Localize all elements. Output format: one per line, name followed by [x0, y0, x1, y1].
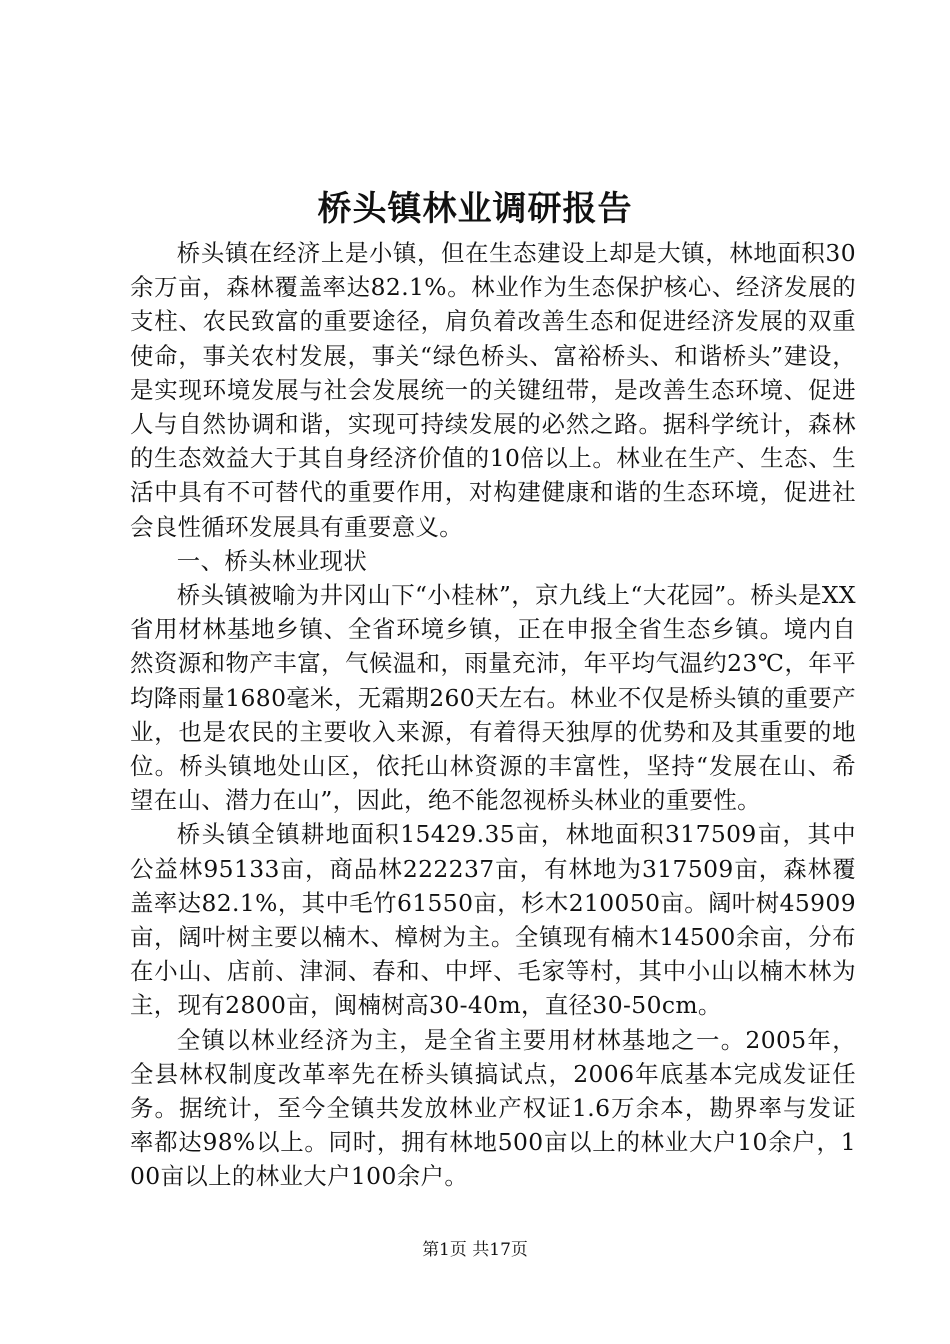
document-title: 桥头镇林业调研报告	[317, 189, 633, 229]
section-heading-1: 一、桥头林业现状	[176, 546, 368, 575]
page-number-footer: 第1页 共17页	[422, 1240, 528, 1260]
status-paragraph-2: 桥头镇全镇耕地面积15429.35亩，林地面积317509亩，其中公益林95133亩，商品林222237亩，有林地为317509亩，森林覆盖率达82.1%，其中毛竹61550亩，杉木210050亩。阔叶树45909亩，阔叶树主要以楠木、樟树为主。全镇现有楠木14500余亩，分布在小山、店前、津洞、春和、中坪、毛家等村，其中小山以楠木林为主，现有2800亩，闽楠树高30-40m，直径30-50cm。	[130, 820, 856, 1020]
document-body	[130, 236, 856, 1194]
status-paragraph-3: 全镇以林业经济为主，是全省主要用材林基地之一。2005年，全县林权制度改革率先在桥头镇搞试点，2006年底基本完成发证任务。据统计，至今全镇共发放林业产权证1.6万余本，勘界率与发证率都达98%以上。同时，拥有林地500亩以上的林业大户10余户，100亩以上的林业大户100余户。	[130, 1025, 856, 1191]
status-paragraph-1: 桥头镇被喻为井冈山下“小桂林”，京九线上“大花园”。桥头是XX省用材林基地乡镇、全省环境乡镇，正在申报全省生态乡镇。境内自然资源和物产丰富，气候温和，雨量充沛，年平均气温约23℃，年平均降雨量1680毫米，无霜期260天左右。林业不仅是桥头镇的重要产业，也是农民的主要收入来源，有着得天独厚的优势和及其重要的地位。桥头镇地处山区，依托山林资源的丰富性，坚持“发展在山、希望在山、潜力在山”，因此，绝不能忽视桥头林业的重要性。	[130, 581, 856, 815]
intro-paragraph: 桥头镇在经济上是小镇，但在生态建设上却是大镇，林地面积30余万亩，森林覆盖率达82.1%。林业作为生态保护核心、经济发展的支柱、农民致富的重要途径，肩负着改善生态和促进经济发展的双重使命，事关农村发展，事关“绿色桥头、富裕桥头、和谐桥头”建设，是实现环境发展与社会发展统一的关键纽带，是改善生态环境、促进人与自然协调和谐，实现可持续发展的必然之路。据科学统计，森林的生态效益大于其自身经济价值的10倍以上。林业在生产、生态、生活中具有不可替代的重要作用，对构建健康和谐的生态环境，促进社会良性循环发展具有重要意义。	[130, 239, 856, 541]
